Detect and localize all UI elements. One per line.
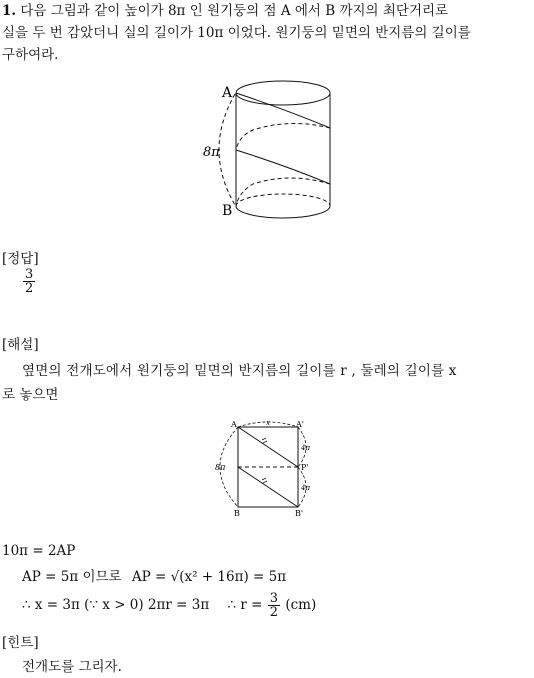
problem-line-1 (2, 0, 448, 22)
solution-line-2: 로 놓으면 (2, 387, 59, 403)
equal-tick-2 (262, 478, 267, 483)
helix-back-1 (236, 123, 330, 150)
solution-header: [해설] (2, 337, 39, 353)
equation-2a: AP = 5π 이므로 (22, 569, 122, 585)
equation-3 (22, 588, 316, 622)
problem-line-2: 실을 두 번 감았더니 실의 길이가 10π 이었다. 원기둥의 밑면의 반지름의 길이를 (2, 25, 471, 41)
equation-3a: ∴ x = 3π (∵ x > 0) 2πr = 3π (22, 597, 210, 613)
net-label-8pi: 8π (215, 463, 226, 472)
cylinder-figure (195, 80, 345, 222)
net-label-A: A (231, 420, 237, 429)
answer-header: [정답] (2, 251, 39, 267)
equation-1: 10π = 2AP (2, 543, 76, 559)
answer-numerator: 3 (25, 267, 34, 282)
net-left-arc-bottom (220, 467, 238, 507)
label-A: A (222, 85, 233, 101)
equation-3-unit: (cm) (285, 597, 317, 613)
hint-text: 전개도를 그리자. (22, 659, 122, 675)
cylinder-bottom-back (236, 194, 330, 206)
height-arc (219, 94, 235, 205)
problem-number: 1. (2, 3, 17, 19)
answer-denominator: 2 (25, 281, 34, 296)
equation-2b: AP = √(x² + 16π) = 5π (131, 569, 287, 585)
net-diagonal-1 (238, 427, 298, 467)
net-diagonal-2 (238, 467, 298, 507)
problem-text-1: 다음 그림과 같이 높이가 8π 인 원기둥의 점 A 에서 B 까지의 최단거리로 (20, 3, 449, 19)
net-label-B2: B' (295, 509, 304, 518)
problem-line-3: 구하여라. (2, 47, 59, 63)
answer-value (22, 268, 36, 295)
helix-back-2 (236, 178, 330, 206)
equation-3b: ∴ r = (227, 597, 263, 613)
equation-3-numerator: 3 (269, 591, 279, 606)
net-label-4pi-top: 4π (301, 444, 311, 452)
equation-3-denominator: 2 (269, 605, 279, 620)
net-label-4pi-bottom: 4π (301, 484, 311, 492)
net-label-P2: P' (301, 463, 309, 472)
net-figure (200, 418, 330, 522)
net-label-x: x (266, 419, 270, 427)
equal-tick-1 (262, 438, 267, 443)
cylinder-bottom-front (236, 206, 330, 218)
helix-front-1 (236, 93, 330, 128)
label-8pi: 8π (203, 145, 220, 160)
equation-2 (22, 566, 286, 588)
net-label-B: B (234, 509, 240, 518)
net-left-arc-top (220, 427, 238, 467)
net-label-A2: A' (296, 420, 304, 429)
cylinder-top-ellipse (236, 81, 330, 105)
label-B: B (222, 203, 233, 219)
helix-front-2 (236, 150, 330, 184)
solution-line-1: 옆면의 전개도에서 원기둥의 밑면의 반지름의 길이를 r , 둘레의 길이를 x (22, 363, 457, 379)
hint-header: [힌트] (2, 635, 39, 651)
